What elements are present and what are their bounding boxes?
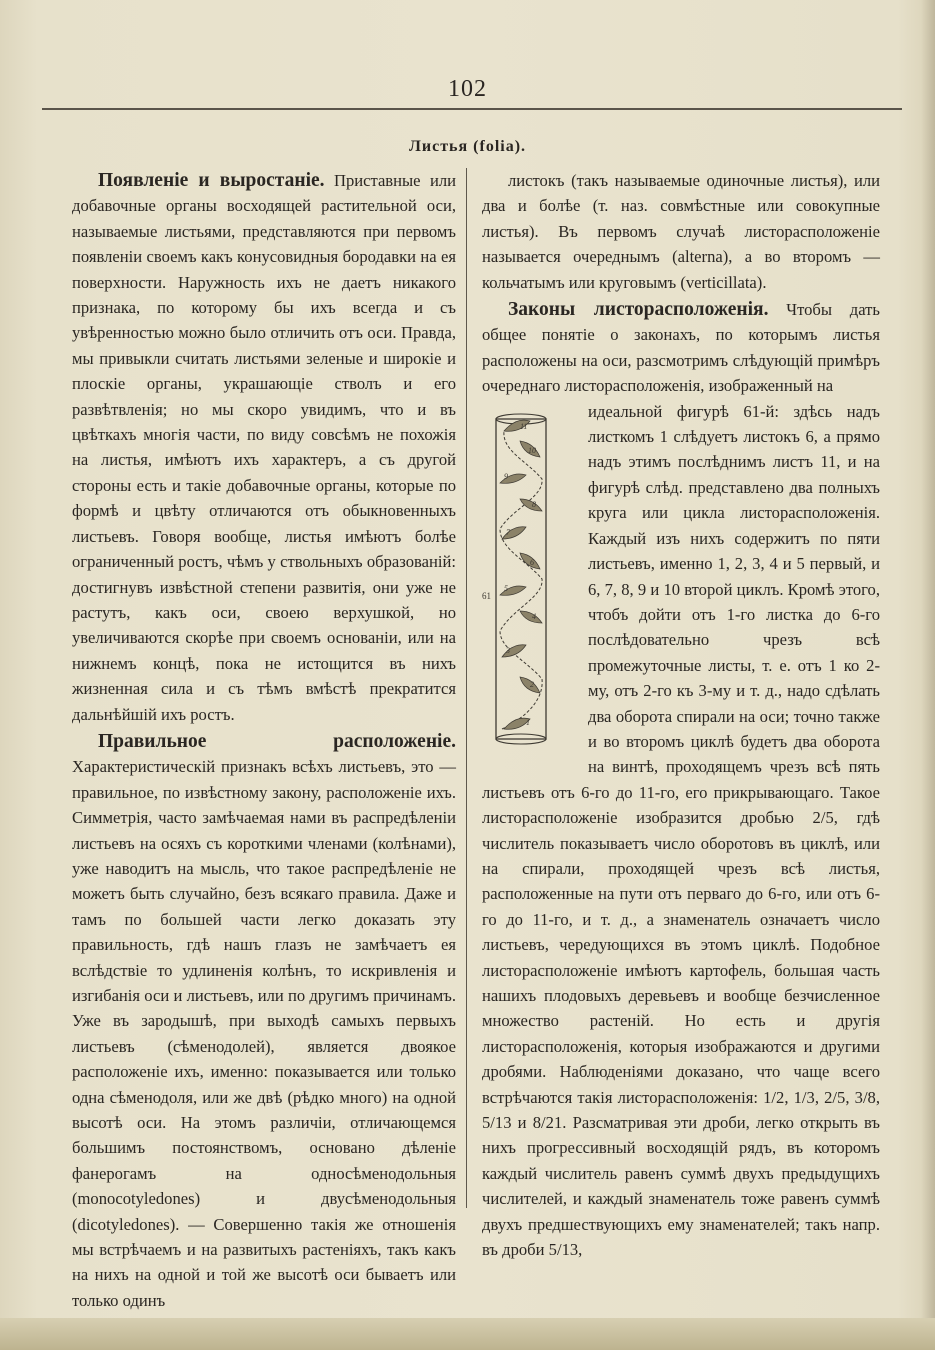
leaf-mark [520,611,542,623]
leaf-number: 5 [504,583,508,593]
paragraph-heading: Законы листорасположенія. [508,299,769,321]
leaf-number: 11 [520,421,528,431]
leaf-number: 4 [532,611,536,621]
paragraph [72,168,456,727]
leaf-number: 10 [528,445,536,455]
leaf-number: 8 [532,499,536,509]
paragraph [482,168,880,295]
paragraph-text: Характеристическій признакъ всѣхъ листьевъ, это — правильное, по извѣстному закону, расположеніе ихъ. Симметрія, часто замѣчаемая нами въ распредѣленіи листьевъ на осяхъ съ короткими членами (колѣнами), уже наводитъ на мысль, что такое распредѣленіе не можетъ быть случайно, безъ всякаго правила. Даже и тамъ по большей части легко доказать эту правильность, гдѣ нашъ глазъ не замѣчаетъ ея вслѣдствіе то удлиненія колѣнъ, то искривленія и изгибанія оси и листьевъ, или по другимъ причинамъ. Уже въ зародышѣ, при выходѣ самыхъ первыхъ листьевъ (сѣменодолей), является двоякое расположеніе ихъ, именно: показывается или только одна сѣменодоля, или же двѣ (рѣдко много) на одной высотѣ оси. На этомъ различіи, отличающемся большимъ постоянствомъ, основано дѣленіе фанерогамъ на односѣменодольныя (monocotyledones) и двусѣменодольныя (dicotyledones). — Совершенно такія же отношенія мы встрѣчаемъ и на развитыхъ растеніяхъ, такъ какъ на нихъ на одной и той же высотѣ оси бываетъ или только одинъ [72,757,456,1310]
right-column [482,168,880,1262]
leaf-number: 7 [506,527,510,537]
page-bottom-edge [0,1318,935,1350]
paragraph-heading: Правильное расположеніе. [98,730,456,752]
paragraph [72,729,456,1313]
paragraph-text: листокъ (такъ называемые одиночные листья), или два и болѣе (т. наз. совмѣстные или совокупные листья). Въ первомъ случаѣ листорасположеніе называется очереднымъ (alterna), а во второмъ — кольчатымъ или круговымъ (verticillata). [482,171,880,292]
paragraph-text: идеальной фигурѣ 61-й: здѣсь надъ листкомъ 1 слѣдуетъ листокъ 6, а прямо надъ этимъ послѣднимъ листъ 11, и на фигурѣ слѣд. представлено два полныхъ круга или цикла листорасположенія. Каждый изъ нихъ содержитъ по пяти листьевъ, именно 1, 2, 3, 4 и 5 первый, и 6, 7, 8, 9 и 10 второй циклъ. Кромѣ этого, чтобъ дойти отъ 1-го листка до 6-го послѣдовательно чрезъ всѣ промежуточные листы, т. е. отъ 1 ко 2-му, отъ 2-го къ 3-му и т. д., надо сдѣлать два оборота спирали на оси; точно также и во второмъ циклѣ будетъ два оборота на винтѣ, проходящемъ чрезъ всѣ пять листьевъ отъ 6-го до 11-го, его прикрывающаго. Такое листорасположеніе изобразится дробью 2/5, гдѣ числитель показываетъ число оборотовъ въ циклѣ, или на спирали, проходящей чрезъ всѣ листья, расположенные на пути отъ перваго до 6-го, или отъ 6-го до 11-го, и т. д., а знаменатель означаетъ число листьевъ, чередующихся въ этомъ циклѣ. Подобное листорасположеніе имѣютъ картофель, большая часть нашихъ плодовыхъ деревьевъ и вообще безчисленное множество растеній. Но есть и другія листорасположенія, которыя изображаются и другими дробями. Наблюденіями доказано, что чаще всего встрѣчаются такія листорасположенія: 1/2, 1/3, 2/5, 3/8, 5/13 и 8/21. Разсматривая эти дроби, легко открыть въ нихъ прогрессивный восходящій рядъ, въ которомъ каждый числитель равенъ суммѣ двухъ предыдущихъ числителей, и каждый знаменатель тоже равенъ суммѣ двухъ предшествующихъ ему знаменателей; такъ напр. въ дроби 5/13, [482,401,880,1260]
leaf-mark [520,499,542,511]
cylinder-spiral-illustration [482,399,580,774]
paragraph-text: Чтобы дать общее понятіе о законахъ, по которымъ листья расположены на оси, разсмотримъ слѣдующій примѣръ очереднаго листорасположенія, изображенный на [482,300,880,396]
header-rule [42,108,902,110]
left-column [72,168,456,1313]
figure-label: 61 [482,590,491,601]
leaf-number: 1 [526,717,530,727]
leaf-number: 9 [504,471,508,481]
leaf-arrangement-figure [482,399,580,774]
paragraph-text: Приставные или добавочные органы восходящей растительной оси, называемые листьями, представляются при первомъ появленіи своемъ какъ конусовидныя бородавки на ея поверхности. Наружность ихъ не даетъ никакого признака, по которому бы ихъ всегда и съ увѣренностью можно было отличить отъ оси. Правда, мы привыкли считать листьями зеленые и широкіе и плоскіе органы, украшающіе стволъ и его развѣтвленія; но мы скоро увидимъ, что и въ цвѣткахъ многія части, по виду совсѣмъ не похожія на листья, имѣютъ ихъ характеръ, а съ другой стороны есть и такіе добавочные органы, которые по формѣ и цвѣту отличаются отъ обыкновенныхъ листьевъ. Говоря вообще, листья имѣютъ болѣе ограниченный ростъ, чѣмъ у ствольныхъ образованій: достигнувъ извѣстной степени развитія, они уже не растутъ, какъ оси, своею верхушкой, но увеличиваются скорѣе при своемъ основаніи, или на нижнемъ концѣ, пока не истощится въ нихъ жизненная сила и съ тѣмъ вмѣстѣ прекратится дальнѣйшій ихъ ростъ. [72,171,456,724]
leaves [500,420,542,729]
page-number: 102 [448,76,487,102]
paragraph-heading: Появленіе и выростаніе. [98,170,325,191]
leaf-number: 2 [530,679,534,689]
page-fold-shadow [921,0,935,1350]
section-title: Листья (folia). [408,138,527,155]
leaf-number: 6 [530,557,534,567]
column-divider [466,168,467,1208]
paragraph [482,297,880,399]
leaf-number: 3 [506,645,510,655]
